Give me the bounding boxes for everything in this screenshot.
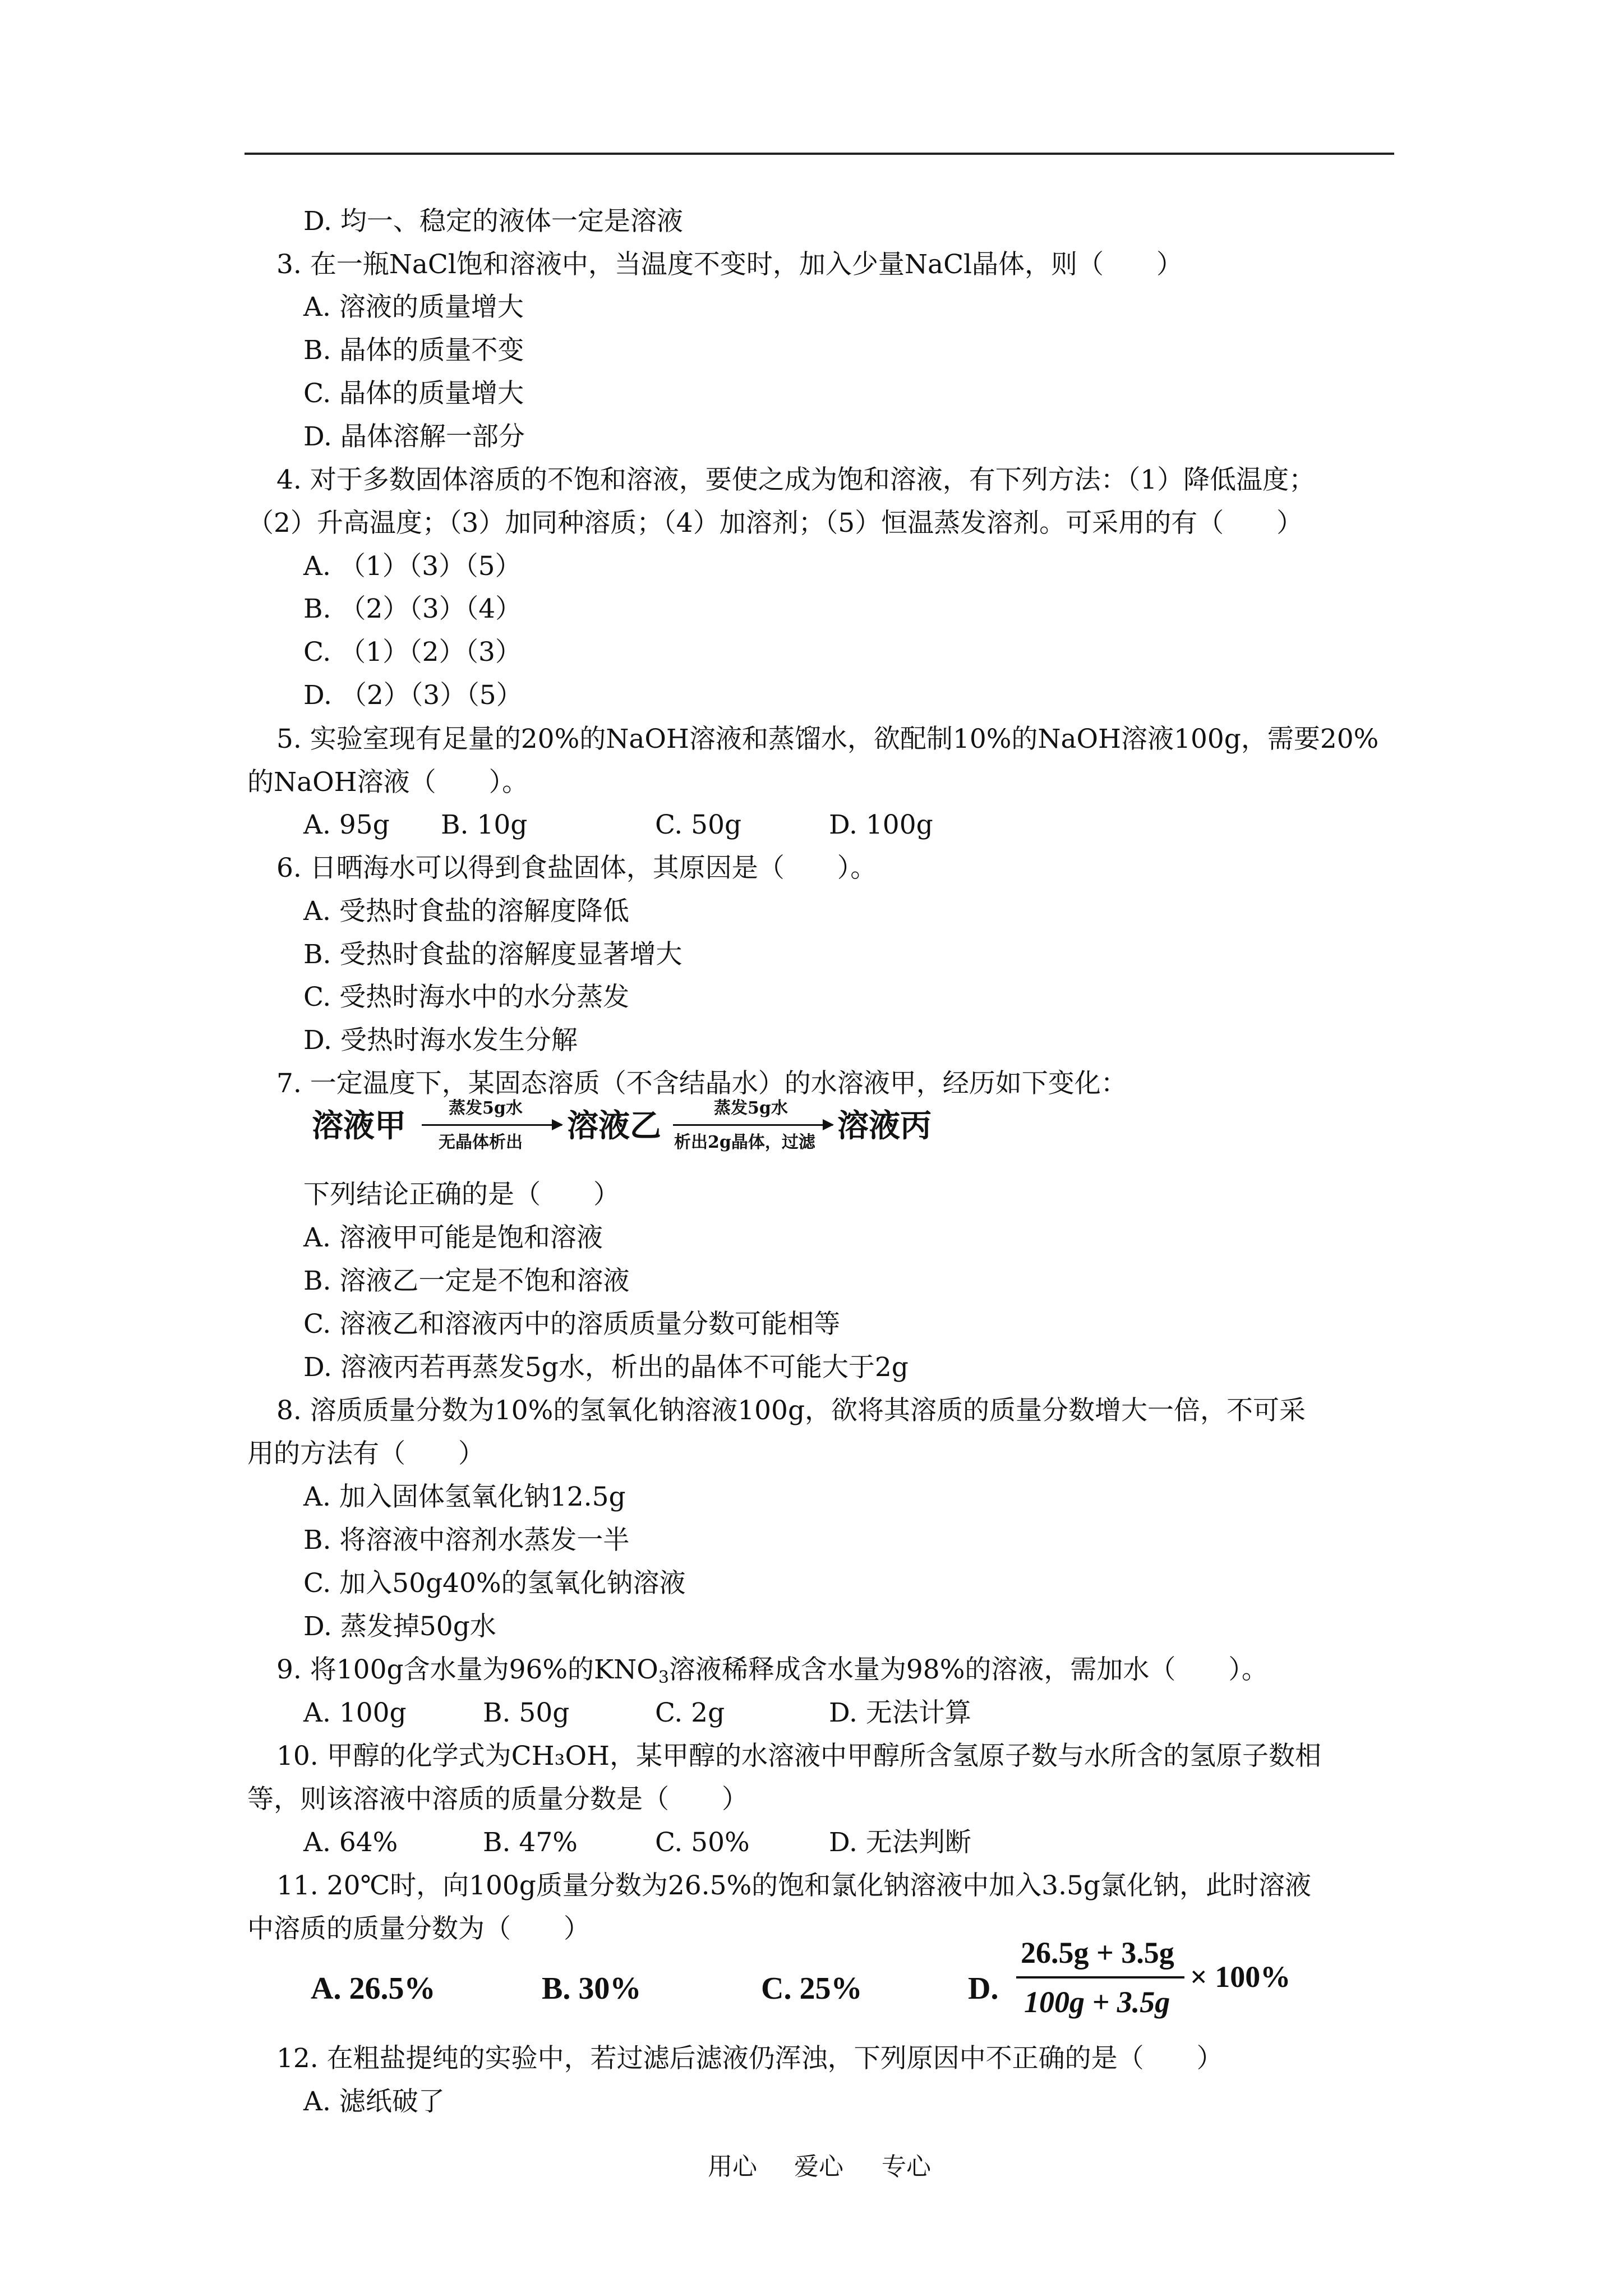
text-line-l7: 4. 对于多数固体溶质的不饱和溶液，要使之成为饱和溶液，有下列方法：（1）降低温度； <box>276 464 1316 495</box>
text-line-l3: A. 溶液的质量增大 <box>303 292 524 323</box>
q11-option-b: B. 30% <box>542 1971 642 2006</box>
text-line-l21: 7. 一定温度下，某固态溶质（不含结晶水）的水溶液甲，经历如下变化： <box>276 1068 1127 1099</box>
text-line-l9: A. （1）（3）（5） <box>303 551 522 582</box>
text-line-l14: 的NaOH溶液（ ）。 <box>247 767 529 798</box>
text-line-l13: 5. 实验室现有足量的20%的NaOH溶液和蒸馏水，欲配制10%的NaOH溶液100g，需要20% <box>276 724 1379 754</box>
scheme-arrow1-top: 蒸发5g水 <box>449 1098 523 1118</box>
q10-option-d: D. 无法判断 <box>829 1827 971 1858</box>
text-line-l12: D. （2）（3）（5） <box>303 680 523 711</box>
q9-option-c: C. 2g <box>655 1697 725 1728</box>
scheme-arrow2-top: 蒸发5g水 <box>714 1098 788 1118</box>
text-line-l6: D. 晶体溶解一部分 <box>303 421 525 452</box>
scheme-solution-a: 溶液甲 <box>312 1107 406 1144</box>
text-line-l4: B. 晶体的质量不变 <box>303 335 524 366</box>
q5-option-c: C. 50g <box>655 809 742 840</box>
text-line-l11: C. （1）（2）（3） <box>303 637 522 668</box>
q10-option-b: B. 47% <box>483 1827 578 1858</box>
text-line-l31: C. 加入50g40%的氢氧化钠溶液 <box>303 1568 686 1599</box>
q11-option-c: C. 25% <box>761 1971 863 2006</box>
footer-text-3: 专心 <box>882 2152 931 2181</box>
text-line-l25: C. 溶液乙和溶液丙中的溶质质量分数可能相等 <box>303 1309 841 1340</box>
q11-option-a: A. 26.5% <box>311 1971 436 2006</box>
text-line-l29: A. 加入固体氢氧化钠12.5g <box>303 1481 626 1512</box>
text-line-l40: 12. 在粗盐提纯的实验中，若过滤后滤液仍浑浊，下列原因中不正确的是（ ） <box>276 2043 1223 2074</box>
q10-option-a: A. 64% <box>303 1827 398 1858</box>
text-line-l22: 下列结论正确的是（ ） <box>303 1179 620 1210</box>
text-line-l19: C. 受热时海水中的水分蒸发 <box>303 982 630 1013</box>
header-rule <box>245 153 1394 155</box>
q10-option-c: C. 50% <box>655 1827 750 1858</box>
scheme-arrow-2 <box>673 1124 833 1126</box>
scheme-arrow2-bottom: 析出2g晶体，过滤 <box>674 1133 815 1152</box>
text-line-l35: 10. 甲醇的化学式为CH₃OH，某甲醇的水溶液中甲醇所含氢原子数与水所含的氢原子数相 <box>276 1741 1321 1772</box>
q9-option-b: B. 50g <box>483 1697 570 1728</box>
text-line-l26: D. 溶液丙若再蒸发5g水，析出的晶体不可能大于2g <box>303 1352 909 1383</box>
footer-text-2: 爱心 <box>794 2152 843 2181</box>
text-line-l18: B. 受热时食盐的溶解度显著增大 <box>303 939 683 970</box>
q9-option-a: A. 100g <box>303 1697 407 1728</box>
text-line-l2: 3. 在一瓶NaCl饱和溶液中，当温度不变时，加入少量NaCl晶体，则（ ） <box>276 249 1183 280</box>
text-line-l30: B. 将溶液中溶剂水蒸发一半 <box>303 1525 630 1556</box>
text-line-l41: A. 滤纸破了 <box>303 2086 445 2117</box>
text-line-l28: 用的方法有（ ） <box>247 1438 485 1469</box>
q11-fraction-bar <box>1016 1976 1184 1978</box>
text-line-l17: A. 受热时食盐的溶解度降低 <box>303 896 629 927</box>
text-line-l27: 8. 溶质质量分数为10%的氢氧化钠溶液100g，欲将其溶质的质量分数增大一倍，不可采 <box>276 1395 1306 1426</box>
q5-option-d: D. 100g <box>829 809 933 840</box>
text-line-l32: D. 蒸发掉50g水 <box>303 1611 496 1642</box>
scheme-solution-b: 溶液乙 <box>567 1107 661 1144</box>
q9-option-d: D. 无法计算 <box>829 1697 971 1728</box>
scheme-arrow1-bottom: 无晶体析出 <box>439 1133 523 1152</box>
text-line-l1: D. 均一、稳定的液体一定是溶液 <box>303 206 683 237</box>
text-line-l16: 6. 日晒海水可以得到食盐固体，其原因是（ ）。 <box>276 853 877 884</box>
text-line-l10: B. （2）（3）（4） <box>303 593 522 624</box>
scheme-arrow-1 <box>422 1124 562 1126</box>
text-line-l8: （2）升高温度；（3）加同种溶质；（4）加溶剂；（5）恒温蒸发溶剂。可采用的有（ ） <box>247 508 1303 539</box>
text-line-l38: 11. 20℃时，向100g质量分数为26.5%的饱和氯化钠溶液中加入3.5g氯化钠，此时溶液 <box>276 1870 1312 1901</box>
text-line-l24: B. 溶液乙一定是不饱和溶液 <box>303 1266 630 1296</box>
q11-option-d: D. <box>968 1971 999 2006</box>
q5-option-a: A. 95g <box>303 809 390 840</box>
footer-text-1: 用心 <box>708 2152 757 2181</box>
scheme-solution-c: 溶液丙 <box>837 1107 932 1144</box>
text-line-l39: 中溶质的质量分数为（ ） <box>247 1913 590 1944</box>
text-line-l36: 等，则该溶液中溶质的质量分数是（ ） <box>247 1784 748 1815</box>
q11-fraction-denominator: 100g + 3.5g <box>1024 1985 1170 2019</box>
text-line-l20: D. 受热时海水发生分解 <box>303 1025 578 1056</box>
q11-fraction-numerator: 26.5g + 3.5g <box>1021 1936 1174 1970</box>
q11-fraction-tail: × 100% <box>1190 1960 1291 1994</box>
text-line-l5: C. 晶体的质量增大 <box>303 378 524 409</box>
q9-stem: 9. 将100g含水量为96%的$KNO_3$溶液稀释成含水量为98%的溶液，需加水（ ）。 <box>276 1654 1268 1687</box>
text-line-l23: A. 溶液甲可能是饱和溶液 <box>303 1222 603 1253</box>
q5-option-b: B. 10g <box>441 809 528 840</box>
